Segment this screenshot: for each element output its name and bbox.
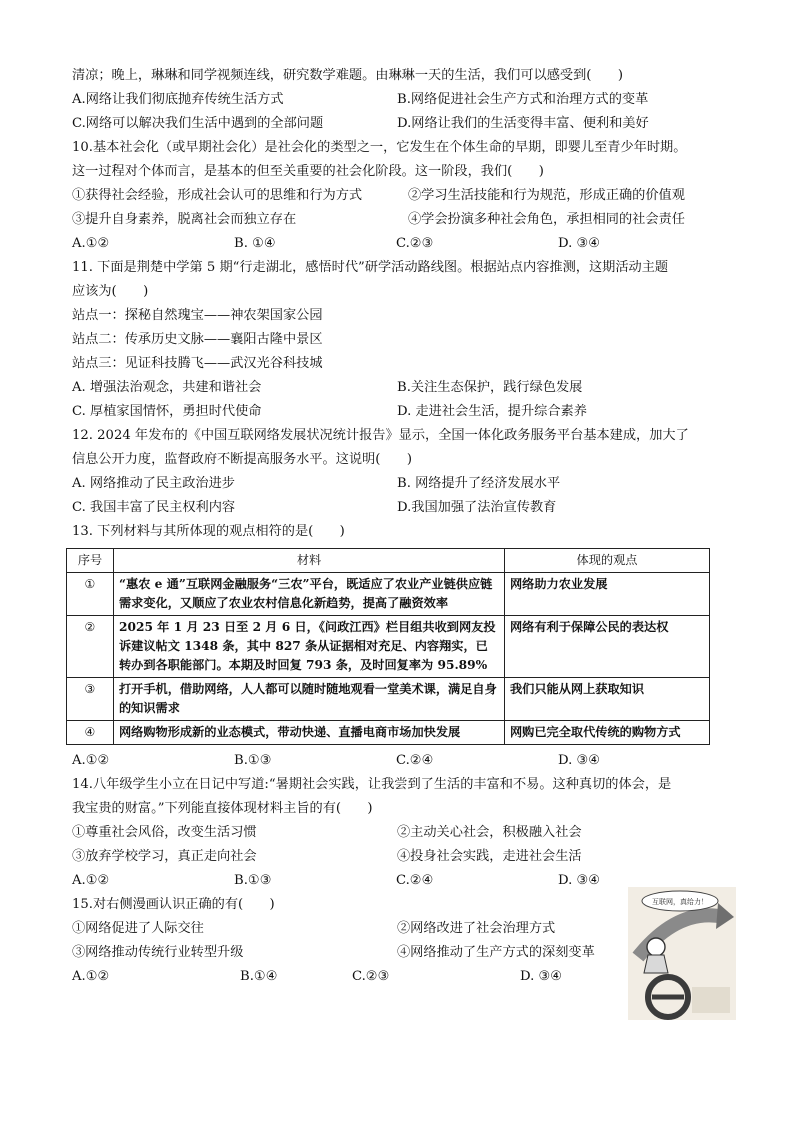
q11-option-b[interactable]: B.关注生态保护，践行绿色发展 <box>397 380 583 395</box>
q13-option-b[interactable]: B.①③ <box>234 753 272 768</box>
q10-items-row-1 <box>72 184 722 208</box>
q10-option-b[interactable]: B. ①④ <box>234 236 276 251</box>
q15-items-row-1 <box>72 917 722 941</box>
q9-stem-tail: 清凉；晚上，琳琳和同学视频连线，研究数学难题。由琳琳一天的生活，我们可以感受到( ) <box>72 68 623 83</box>
q12-option-d[interactable]: D.我国加强了法治宣传教育 <box>397 500 557 515</box>
q9-options-row-2 <box>72 112 722 136</box>
row-view: 网络有利于保障公民的表达权 <box>505 616 710 678</box>
q14-item-3: ③放弃学校学习，真正走向社会 <box>72 849 257 864</box>
q14-option-d[interactable]: D. ③④ <box>558 873 601 888</box>
cartoon-character-head <box>647 938 665 956</box>
q10-stem-line-1: 10.基本社会化（或早期社会化）是社会化的类型之一，它发生在个体生命的早期，即婴儿至青少年时期。 <box>72 140 687 155</box>
row-material: 打开手机，借助网络，人人都可以随时随地观看一堂美术课，满足自身的知识需求 <box>114 678 505 721</box>
q15-item-1: ①网络促进了人际交往 <box>72 921 204 936</box>
cartoon-character-body <box>644 955 668 973</box>
table-row <box>67 573 710 616</box>
row-material: 2025 年 1 月 23 日至 2 月 6 日，《问政江西》栏目组共收到网友投诉建议帖文 1348 条，其中 827 条从证据相对充足、内容翔实，已转办到各职能部门。本期及时回复 793 条，及时回复率为 95.89% <box>114 616 505 678</box>
q12-option-b[interactable]: B. 网络提升了经济发展水平 <box>397 476 561 491</box>
row-view: 网络助力农业发展 <box>505 573 710 616</box>
q12-options-row-2 <box>72 496 722 520</box>
q14-option-c[interactable]: C.②④ <box>396 873 434 888</box>
q15-option-a[interactable]: A.①② <box>72 969 110 984</box>
q15-options <box>72 965 722 989</box>
q14-item-4: ④投身社会实践，走进社会生活 <box>397 849 582 864</box>
q9-options-row-1 <box>72 88 722 112</box>
internet-cartoon <box>628 887 736 1020</box>
q15-item-3: ③网络推动传统行业转型升级 <box>72 945 244 960</box>
q13-stem: 13. 下列材料与其所体现的观点相符的是( ) <box>72 524 345 539</box>
row-no: ③ <box>67 678 114 721</box>
q11-option-a[interactable]: A. 增强法治观念，共建和谐社会 <box>72 380 262 395</box>
row-view: 我们只能从网上获取知识 <box>505 678 710 721</box>
q15-stem: 15.对右侧漫画认识正确的有( ) <box>72 897 275 912</box>
q14-item-2: ②主动关心社会，积极融入社会 <box>397 825 582 840</box>
q10-option-a[interactable]: A.①② <box>72 236 110 251</box>
q14-items-row-1 <box>72 821 722 845</box>
q11-stem-line-2: 应该为( ) <box>72 284 149 299</box>
q11-station-2: 站点二：传承历史文脉——襄阳古隆中景区 <box>72 332 323 347</box>
q10-item-2: ②学习生活技能和行为规范，形成正确的价值观 <box>408 188 685 203</box>
q10-items-row-2 <box>72 208 722 232</box>
q14-options <box>72 869 722 893</box>
q11-stem-line-1: 11. 下面是荆楚中学第 5 期“行走湖北，感悟时代”研学活动路线图。根据站点内容推测，这期活动主题 <box>72 260 669 275</box>
q11-station-3: 站点三：见证科技腾飞——武汉光谷科技城 <box>72 356 323 371</box>
q15-item-4: ④网络推动了生产方式的深刻变革 <box>397 945 595 960</box>
q9-option-a[interactable]: A.网络让我们彻底抛弃传统生活方式 <box>72 92 284 107</box>
row-view: 网购已完全取代传统的购物方式 <box>505 721 710 745</box>
q10-options <box>72 232 722 256</box>
q11-options-row-2 <box>72 400 722 424</box>
table-row <box>67 678 710 721</box>
q14-option-a[interactable]: A.①② <box>72 873 110 888</box>
row-no: ① <box>67 573 114 616</box>
header-material: 材料 <box>114 549 505 573</box>
q15-option-c[interactable]: C.②③ <box>352 969 390 984</box>
q10-stem-line-2: 这一过程对个体而言，是基本的但至关重要的社会化阶段。这一阶段，我们( ) <box>72 164 544 179</box>
q12-options-row-1 <box>72 472 722 496</box>
header-no: 序号 <box>67 549 114 573</box>
q15-option-d[interactable]: D. ③④ <box>520 969 563 984</box>
q14-item-1: ①尊重社会风俗，改变生活习惯 <box>72 825 257 840</box>
speech-bubble-text: 互联网，真给力！ <box>652 898 708 906</box>
cartoon-illustration <box>628 887 736 1020</box>
row-material: 网络购物形成新的业态模式，带动快递、直播电商市场加快发展 <box>114 721 505 745</box>
q12-option-a[interactable]: A. 网络推动了民主政治进步 <box>72 476 235 491</box>
q9-option-c[interactable]: C.网络可以解决我们生活中遇到的全部问题 <box>72 116 324 131</box>
q13-option-c[interactable]: C.②④ <box>396 753 434 768</box>
q15-option-b[interactable]: B.①④ <box>240 969 278 984</box>
table-row <box>67 616 710 678</box>
q12-stem-line-2: 信息公开力度，监督政府不断提高服务水平。这说明( ) <box>72 452 412 467</box>
q11-station-1: 站点一：探秘自然瑰宝——神农架国家公园 <box>72 308 323 323</box>
q13-option-d[interactable]: D. ③④ <box>558 753 601 768</box>
row-no: ② <box>67 616 114 678</box>
q10-option-c[interactable]: C.②③ <box>396 236 434 251</box>
cartoon-shadow <box>692 987 730 1013</box>
q14-stem-line-1: 14.八年级学生小立在日记中写道:“暑期社会实践，让我尝到了生活的丰富和不易。这种真切的体会，是 <box>72 777 672 792</box>
table-row <box>67 721 710 745</box>
q13-material-table <box>66 548 710 745</box>
row-no: ④ <box>67 721 114 745</box>
q15-item-2: ②网络改进了社会治理方式 <box>397 921 556 936</box>
table-header-row <box>67 549 710 573</box>
header-view: 体现的观点 <box>505 549 710 573</box>
q10-item-3: ③提升自身素养，脱离社会而独立存在 <box>72 212 297 227</box>
q11-option-c[interactable]: C. 厚植家国情怀，勇担时代使命 <box>72 404 262 419</box>
q9-option-b[interactable]: B.网络促进社会生产方式和治理方式的变革 <box>397 92 649 107</box>
q13-options <box>72 749 722 773</box>
q12-stem-line-1: 12. 2024 年发布的《中国互联网络发展状况统计报告》显示，全国一体化政务服务平台基本建成，加大了 <box>72 428 689 443</box>
q9-option-d[interactable]: D.网络让我们的生活变得丰富、便利和美好 <box>397 116 649 131</box>
q11-options-row-1 <box>72 376 722 400</box>
q12-option-c[interactable]: C. 我国丰富了民主权利内容 <box>72 500 236 515</box>
q13-option-a[interactable]: A.①② <box>72 753 110 768</box>
q14-option-b[interactable]: B.①③ <box>234 873 272 888</box>
q14-stem-line-2: 我宝贵的财富。”下列能直接体现材料主旨的有( ) <box>72 801 373 816</box>
q10-item-1: ①获得社会经验，形成社会认可的思维和行为方式 <box>72 188 363 203</box>
q10-item-4: ④学会扮演多种社会角色，承担相同的社会责任 <box>408 212 685 227</box>
q10-option-d[interactable]: D. ③④ <box>558 236 601 251</box>
q11-option-d[interactable]: D. 走进社会生活，提升综合素养 <box>397 404 587 419</box>
row-material: “惠农 e 通”互联网金融服务“三农”平台，既适应了农业产业链供应链需求变化，又顺应了农业农村信息化新趋势，提高了融资效率 <box>114 573 505 616</box>
q15-items-row-2 <box>72 941 722 965</box>
exam-page <box>72 64 722 989</box>
q14-items-row-2 <box>72 845 722 869</box>
